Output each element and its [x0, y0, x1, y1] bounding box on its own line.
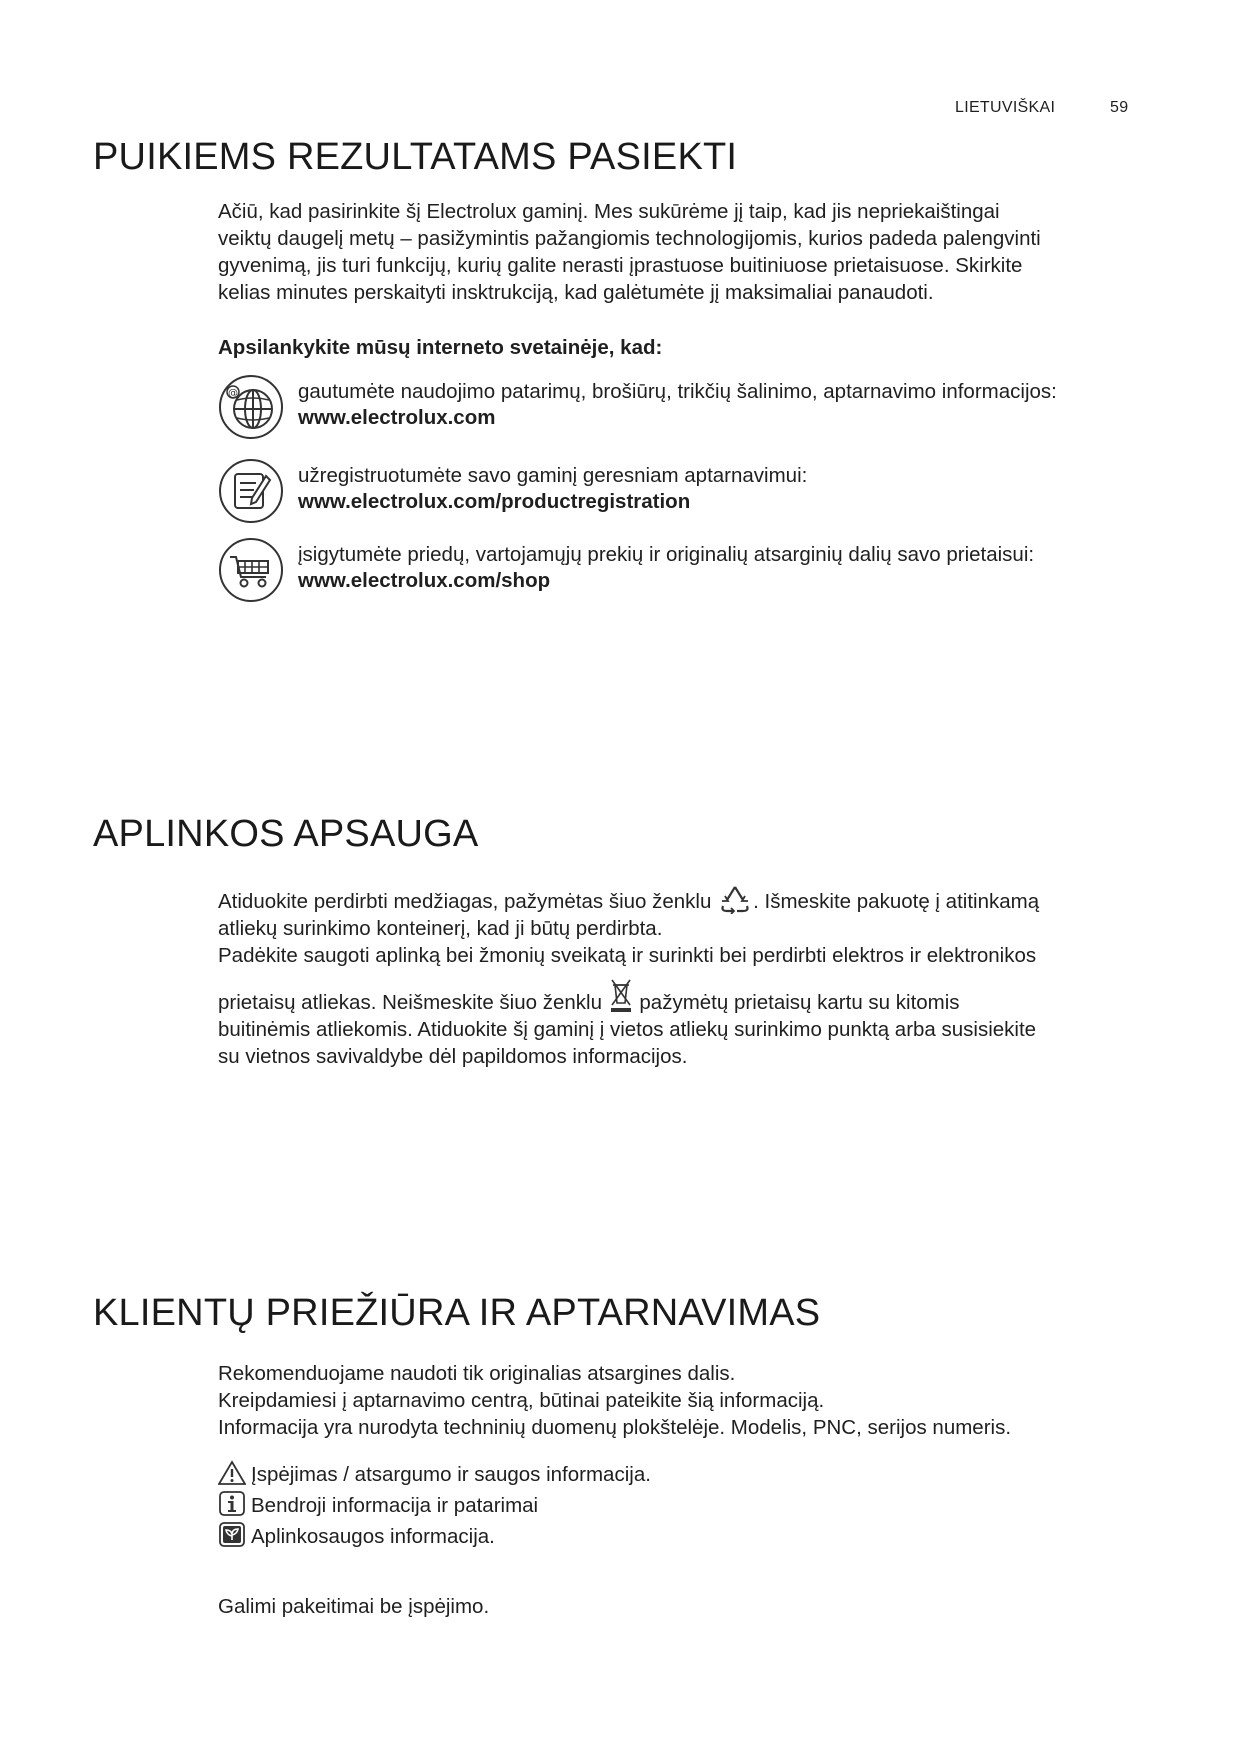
- language-label: LIETUVIŠKAI: [955, 99, 1056, 116]
- care-line: Informacija yra nurodyta techninių duomenų plokštelėje. Modelis, PNC, serijos numeris.: [218, 1416, 1012, 1439]
- link-product-registration[interactable]: www.electrolux.com/productregistration: [298, 490, 691, 513]
- env-line: Padėkite saugoti aplinką bei žmonių sveikatą ir surinkti bei perdirbti elektros ir elektronikos: [218, 944, 1037, 967]
- crossed-bin-icon: [608, 977, 634, 1013]
- link-description: gautumėte naudojimo patarimų, brošiūrų, trikčių šalinimo, aptarnavimo informacijos:: [298, 380, 1057, 403]
- customer-care-paragraph: [218, 1360, 1138, 1441]
- env-text: pažymėtų prietaisų kartu su kitomis: [639, 991, 960, 1014]
- registration-form-icon: [218, 458, 284, 524]
- info-icon: [218, 1491, 246, 1517]
- environment-paragraph: [218, 884, 1138, 1070]
- shop-item: [218, 537, 1148, 607]
- recycle-icon: [717, 884, 753, 914]
- link-shop[interactable]: www.electrolux.com/shop: [298, 569, 551, 592]
- link-description: įsigytumėte priedų, vartojamųjų prekių ir originalių atsarginių dalių savo prietaisui:: [298, 543, 1035, 566]
- shopping-cart-icon: [218, 537, 284, 603]
- svg-text:@: @: [228, 388, 238, 399]
- environment-icon: [218, 1522, 246, 1548]
- intro-line: Ačiū, kad pasirinkite šį Electrolux gaminį. Mes sukūrėme jį taip, kad jis nepriekaištingai: [218, 200, 1000, 223]
- intro-paragraph: [218, 198, 1138, 306]
- link-electrolux-com[interactable]: www.electrolux.com: [298, 406, 496, 429]
- visit-heading: Apsilankykite mūsų interneto svetainėje, kad:: [218, 336, 663, 359]
- legend-item: [218, 1522, 651, 1553]
- globe-icon: [218, 374, 284, 440]
- env-text: . Išmeskite pakuotę į atitinkamą: [753, 890, 1040, 913]
- care-line: Kreipdamiesi į aptarnavimo centrą, būtinai pateikite šią informaciją.: [218, 1389, 825, 1412]
- legend-text: Aplinkosaugos informacija.: [251, 1525, 495, 1548]
- intro-line: kelias minutes perskaityti insktrukciją, kad galėtumėte jį maksimaliai panaudoti.: [218, 281, 934, 304]
- registration-item: [218, 458, 1148, 528]
- footer-note: Galimi pakeitimai be įspėjimo.: [218, 1595, 490, 1618]
- env-line: atliekų surinkimo konteinerį, kad ji būtų perdirbta.: [218, 917, 663, 940]
- warning-icon: [218, 1460, 246, 1486]
- env-line: [218, 884, 1138, 915]
- env-line: [218, 977, 1138, 1016]
- symbol-legend: [218, 1460, 651, 1553]
- env-line: buitinėmis atliekomis. Atiduokite šį gaminį į vietos atliekų surinkimo punktą arba susisiekite: [218, 1018, 1037, 1041]
- env-text: Atiduokite perdirbti medžiagas, pažymėtas šiuo ženklu: [218, 890, 712, 913]
- intro-line: gyvenimą, jis turi funkcijų, kurių galite nerasti įprastuose buitiniuose prietaisuose. Skirkite: [218, 254, 1023, 277]
- website-info-item: [218, 374, 1148, 444]
- env-line: su vietnos savivaldybe dėl papildomos informacijos.: [218, 1045, 688, 1068]
- env-text: prietaisų atliekas. Neišmeskite šiuo ženklu: [218, 991, 602, 1014]
- legend-text: Įspėjimas / atsargumo ir saugos informacija.: [251, 1463, 651, 1486]
- care-line: Rekomenduojame naudoti tik originalias atsargines dalis.: [218, 1362, 736, 1385]
- legend-item: [218, 1491, 651, 1522]
- page-number: 59: [1110, 99, 1129, 116]
- section-title-results: PUIKIEMS REZULTATAMS PASIEKTI: [93, 136, 738, 178]
- legend-item: [218, 1460, 651, 1491]
- legend-text: Bendroji informacija ir patarimai: [251, 1494, 539, 1517]
- section-title-customer-care: KLIENTŲ PRIEŽIŪRA IR APTARNAVIMAS: [93, 1292, 821, 1334]
- intro-line: veiktų daugelį metų – pasižymintis pažangiomis technologijomis, kurios padeda palengvinti: [218, 227, 1041, 250]
- section-title-environment: APLINKOS APSAUGA: [93, 813, 479, 855]
- link-description: užregistruotumėte savo gaminį geresniam aptarnavimui:: [298, 464, 808, 487]
